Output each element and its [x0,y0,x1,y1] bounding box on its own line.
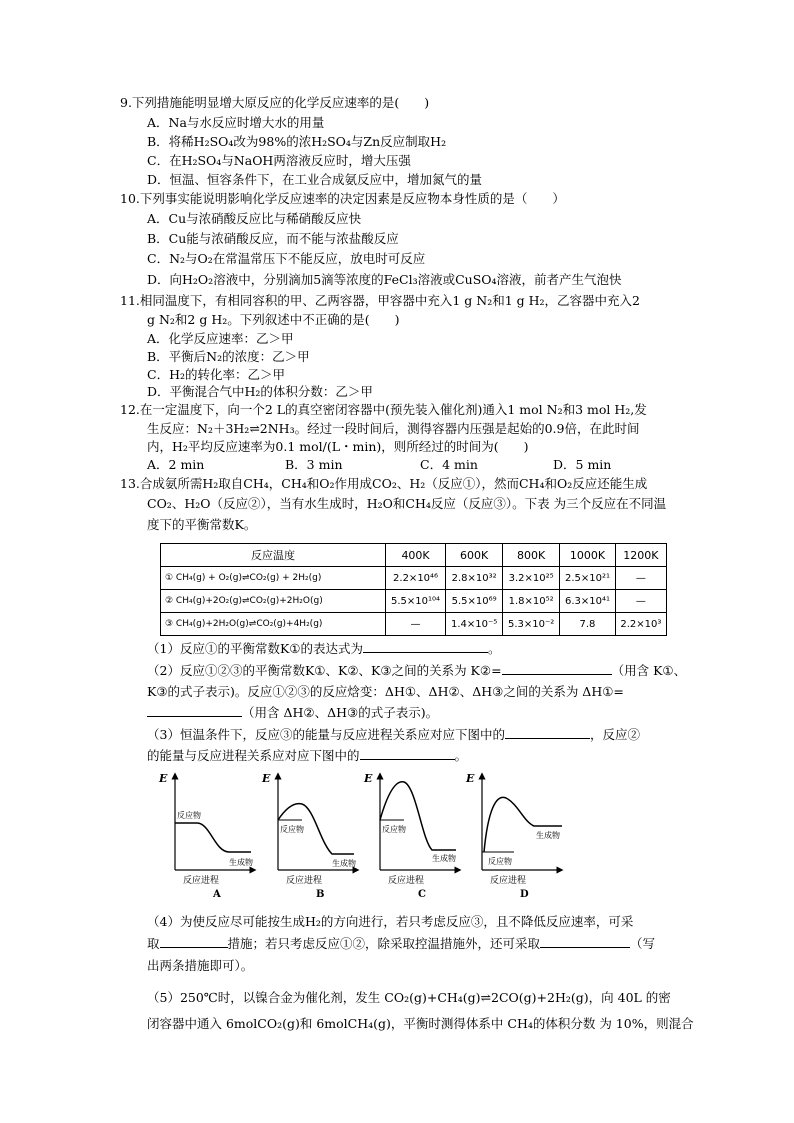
graph-c [363,772,458,900]
k-value-cell: 7.8 [560,613,616,636]
graph-c-letter: C [418,889,426,900]
q10-option-c: C．N₂与O₂在常温常压下不能反应，放电时可反应 [147,251,426,266]
part3-text-b: ，反应② [589,727,640,742]
table-row [161,567,667,590]
equilibrium-constant-table [160,543,667,636]
q9-option-b: B．将稀H₂SO₄改为98%的浓H₂SO₄与Zn反应制取H₂ [147,134,447,149]
q13-intro-line1: 13.合成氨所需H₂取自CH₄，CH₄和O₂作用成CO₂、H₂（反应①），然而CH₄和O₂反应还能生成 [120,476,648,491]
graph-a [158,772,253,900]
part1-answer-blank[interactable] [363,639,488,653]
q12-option-a: A．2 min [147,457,205,472]
q13-part5-line1: （5）250℃时，以镍合金为催化剂，发生 CO₂(g)+CH₄(g)⇌2CO(g)+2H₂(g)，向 40L 的密 [147,990,671,1005]
graph-a-y-label: E [159,772,168,785]
q11-option-c: C．H₂的转化率：乙＞甲 [147,367,285,382]
q13-part4-line2 [147,934,655,953]
graph-c-y-label: E [364,772,373,785]
graph-d-reactant-label: 反应物 [488,857,512,866]
q11-stem-line1: 11.相同温度下，有相同容积的甲、乙两容器，甲容器中充入1 g N₂和1 g H₂，乙容器中充入2 [120,293,640,308]
graph-c-x-label: 反应进程 [388,876,425,886]
part4-measure-blank-1[interactable] [160,934,228,948]
q11-option-d: D．平衡混合气中H₂的体积分数：乙＞甲 [147,384,373,399]
q12-option-c: C．4 min [420,457,478,472]
graph-b-x-label: 反应进程 [286,876,323,886]
q12-option-d: D．5 min [553,457,612,472]
part3-reaction3-blank[interactable] [505,725,590,739]
graph-a-energy-curve [175,823,251,852]
k-value-cell: 2.5×10²¹ [560,567,616,590]
q13-part3-line2 [147,746,467,765]
k-value-cell: 5.5×10⁶⁹ [446,590,503,613]
graph-d-letter: D [520,889,529,900]
q13-part4-line1: （4）为使反应尽可能按生成H₂的方向进行，若只考虑反应③，且不降低反应速率，可采 [147,914,634,929]
q11-option-b: B．平衡后N₂的浓度：乙＞甲 [147,349,310,364]
q9-option-c: C．在H₂SO₄与NaOH两溶液反应时，增大压强 [147,153,411,168]
graph-a-product-label: 生成物 [229,858,253,867]
q13-part3-line1 [147,725,640,744]
header-cell: 反应温度 [161,544,386,567]
q11-stem-line2: g N₂和2 g H₂。下列叙述中不正确的是( ) [147,312,400,327]
header-cell: 400K [386,544,446,567]
part4-text-c: 措施；若只考虑反应①②，除采取控温措施外，还可采取 [227,936,541,951]
q11-option-a: A．化学反应速率：乙＞甲 [147,331,294,346]
q13-part2-line2: K③的式子表示)。反应①②③的反应焓变：ΔH①、ΔH②、ΔH③之间的关系为 ΔH①= [147,684,624,699]
part2-text-d: （用含 ΔH②、ΔH③的式子表示)。 [242,705,439,720]
q13-intro-line2: CO₂、H₂O（反应②），当有水生成时，H₂O和CH₄反应（反应③）。下表 为三个反应在不同温 [147,496,667,511]
energy-diagrams [155,770,575,902]
graph-a-reactant-label: 反应物 [177,811,201,820]
q13-part1 [147,639,501,658]
graph-d [465,772,562,900]
part1-end: 。 [488,641,501,656]
table-header-row [161,544,667,567]
k-value-cell: 3.2×10²⁵ [503,567,560,590]
table-row [161,613,667,636]
q10-option-b: B．Cu能与浓硝酸反应，而不能与浓盐酸反应 [147,231,399,246]
k-value-cell: 1.4×10⁻⁵ [446,613,503,636]
part4-measure-blank-2[interactable] [540,934,630,948]
q10-stem: 10.下列事实能说明影响化学反应速率的决定因素是反应物本身性质的是（ ） [120,191,565,206]
q13-part5-line2: 闭容器中通入 6molCO₂(g)和 6molCH₄(g)，平衡时测得体系中 CH₄的体积分数 为 10%，则混合 [147,1016,694,1031]
k-value-cell: 1.8×10⁵² [503,590,560,613]
k-value-cell: 2.2×10⁴⁶ [386,567,446,590]
q12-line1: 12.在一定温度下，向一个2 L的真空密闭容器中(预先装入催化剂)通入1 mol N₂和3 mol H₂,发 [120,402,647,417]
graph-b-y-label: E [262,772,271,785]
k-value-cell: — [386,613,446,636]
header-cell: 600K [446,544,503,567]
q13-part2-line3 [147,703,438,722]
header-cell: 1200K [615,544,666,567]
q10-option-d: D．向H₂O₂溶液中，分别滴加5滴等浓度的FeCl₃溶液或CuSO₄溶液，前者产生气泡快 [147,272,622,287]
part1-text: （1）反应①的平衡常数K①的表达式为 [147,641,363,656]
table-row [161,590,667,613]
part3-text-d: 。 [454,748,468,763]
graph-b-reactant-label: 反应物 [280,825,304,834]
k-value-cell: 6.3×10⁴¹ [560,590,616,613]
part3-reaction2-blank[interactable] [360,746,455,760]
k-value-cell: 2.2×10³ [615,613,666,636]
q9-stem: 9.下列措施能明显增大原反应的化学反应速率的是( ) [120,95,430,110]
part2-k2-blank[interactable] [502,661,612,675]
reaction-cell: ② CH₄(g)+2O₂(g)⇌CO₂(g)+2H₂O(g) [161,590,386,613]
k-value-cell: — [615,567,666,590]
part2-text-b: （用含 K①、 [611,663,687,678]
graph-d-x-label: 反应进程 [490,876,527,886]
k-value-cell: 5.3×10⁻² [503,613,560,636]
graph-d-energy-curve [484,797,562,852]
graph-b [261,772,356,900]
graph-b-letter: B [316,889,325,900]
q13-part4-line3: 出两条措施即可）。 [147,958,254,973]
graph-a-x-label: 反应进程 [183,876,220,886]
q13-intro-line3: 度下的平衡常数K。 [147,517,257,532]
q10-option-a: A．Cu与浓硝酸反应比与稀硝酸反应快 [147,211,362,226]
part3-text-a: （3）恒温条件下，反应③的能量与反应进程关系应对应下图中的 [147,727,505,742]
part4-text-b: 取 [147,936,160,951]
header-cell: 800K [503,544,560,567]
q12-line2: 生反应：N₂＋3H₂⇌2NH₃。经过一段时间后，测得容器内压强是起始的0.9倍，在此时间 [147,421,640,436]
header-cell: 1000K [560,544,616,567]
graph-c-product-label: 生成物 [432,854,456,863]
q13-part2-line1 [147,661,686,680]
reaction-cell: ③ CH₄(g)+2H₂O(g)⇌CO₂(g)+4H₂(g) [161,613,386,636]
q12-option-b: B．3 min [285,457,343,472]
graph-c-energy-curve [380,782,456,850]
part3-text-c: 的能量与反应进程关系应对应下图中的 [147,748,360,763]
part2-text-a: （2）反应①②③的平衡常数K①、K②、K③之间的关系为 K②= [147,663,502,678]
graph-d-product-label: 生成物 [536,831,560,840]
part4-text-d: （写 [630,936,656,951]
k-value-cell: 2.8×10³² [446,567,503,590]
k-value-cell: 5.5×10¹⁰⁴ [386,590,446,613]
graph-a-letter: A [213,889,221,900]
graph-d-y-label: E [466,772,475,785]
q12-line3: 内，H₂平均反应速率为0.1 mol/(L・min)，则所经过的时间为( ) [147,439,529,454]
q9-option-a: A．Na与水反应时增大水的用量 [147,115,325,130]
k-value-cell: — [615,590,666,613]
q9-option-d: D．恒温、恒容条件下，在工业合成氨反应中，增加氮气的量 [147,172,483,187]
reaction-cell: ① CH₄(g) + O₂(g)⇌CO₂(g) + 2H₂(g) [161,567,386,590]
graph-b-product-label: 生成物 [332,859,356,868]
graph-c-reactant-label: 反应物 [382,825,406,834]
part2-dh1-blank[interactable] [147,703,242,717]
